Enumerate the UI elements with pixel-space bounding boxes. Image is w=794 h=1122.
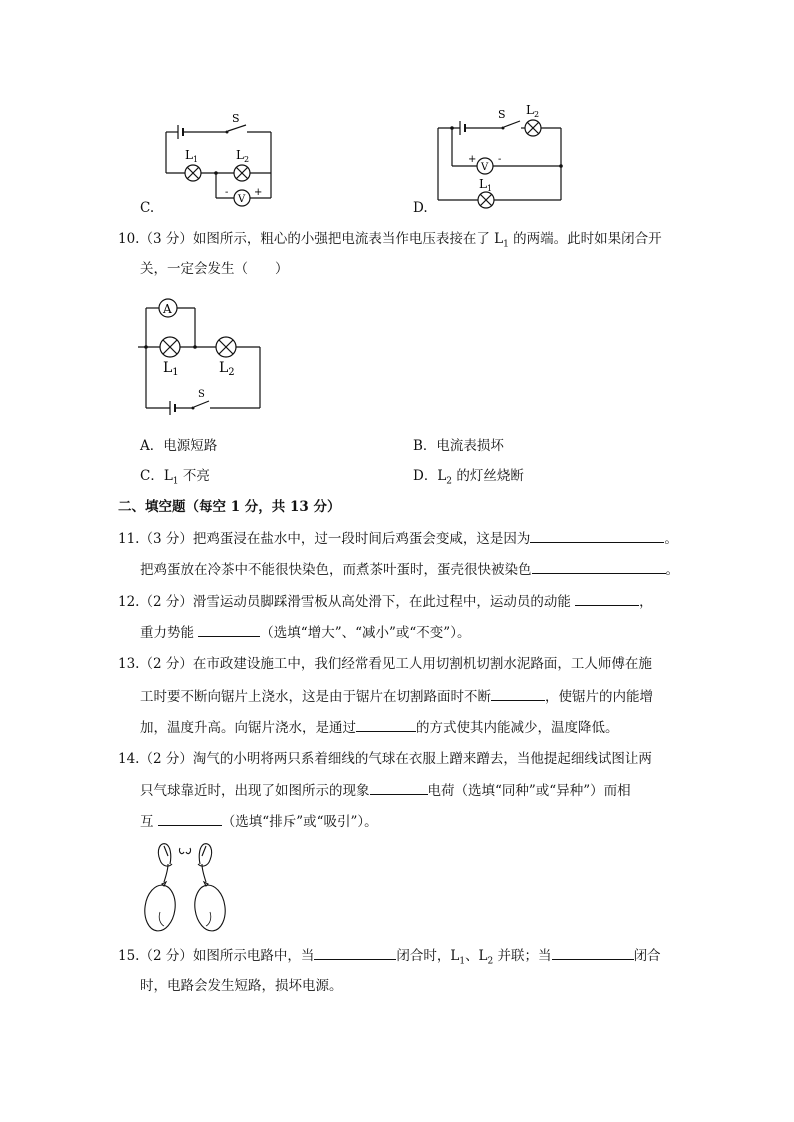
q10-option-b[interactable]: B．电流表损坏 [413,438,504,454]
switch-label: S [232,112,240,125]
balloons-illustration [138,838,238,934]
q15-blank-2[interactable] [552,945,634,960]
q11-blank-1[interactable] [530,528,664,543]
circuit-diagram-c [150,110,280,215]
option-d-label: D. [413,200,428,216]
q10-option-a[interactable]: A．电源短路 [140,438,218,454]
voltmeter-label: V [238,194,246,205]
q14-blank-1[interactable] [370,780,428,795]
circuit-diagram-q10 [138,294,268,414]
q10-option-d[interactable]: D．$L_2$ 的灯丝烧断 [413,468,524,487]
lamp-l2-label: $L_2$ [236,148,250,164]
switch-label: S [498,108,506,121]
q15-blank-1[interactable] [314,945,396,960]
q13-blank-2[interactable] [356,717,416,732]
question-12-line-1: 12.（2 分）滑雪运动员脚踩滑雪板从高处滑下，在此过程中，运动员的动能 ， [118,591,653,612]
minus-terminal: - [498,154,502,165]
switch-label: S [198,389,205,400]
lamp-l2-label: $L_2$ [219,360,235,378]
ammeter-label: A [163,302,172,316]
question-12-line-2: 重力势能 （选填“增大”、“减小”或“不变”）。 [140,622,470,643]
plus-terminal: + [254,187,263,198]
question-15-line-1: 15.（2 分）如图所示电路中，当 闭合时，$L_1$、$L_2$ 并联；当 闭合 [118,945,661,972]
lamp-l1-label: $L_1$ [163,360,179,378]
lamp-l1-label: $L_1$ [479,177,493,193]
q12-blank-2[interactable] [198,622,260,637]
lamp-l1-label: $L_1$ [185,148,199,164]
plus-terminal: + [468,154,477,165]
question-14-line-3: 互 （选填“排斥”或“吸引”）。 [140,811,378,832]
question-14-line-2: 只气球靠近时，出现了如图所示的现象 电荷（选填“同种”或“异种”）而相 [140,780,631,801]
option-c-label: C. [140,200,155,216]
q14-blank-2[interactable] [158,811,222,826]
section-2-title: 二、填空题（每空 1 分，共 13 分） [118,499,341,515]
q10-option-c[interactable]: C．$L_1$ 不亮 [140,468,210,487]
question-13-line-1: 13.（2 分）在市政建设施工中，我们经常看见工人用切割机切割水泥路面，工人师傅在施 [118,656,652,672]
question-15-line-2: 时，电路会发生短路，损坏电源。 [140,978,343,994]
circuit-diagram-d [430,100,570,210]
question-10-line-2: 关，一定会发生（ ） [140,261,289,277]
question-13-line-2: 工时要不断向锯片上浇水，这是由于锯片在切割路面时不断 ，使锯片的内能增 [140,686,653,707]
q13-blank-1[interactable] [491,686,545,701]
q11-blank-2[interactable] [532,559,666,574]
minus-terminal: - [225,187,229,198]
question-11-line-1: 11.（3 分）把鸡蛋浸在盐水中，过一段时间后鸡蛋会变咸，这是因为 。 [118,528,678,549]
voltmeter-label: V [481,162,489,173]
lamp-l2-label: $L_2$ [526,103,540,119]
question-13-line-3: 加，温度升高。向锯片浇水，是通过 的方式使其内能减少，温度降低。 [140,717,619,738]
q12-blank-1[interactable] [575,591,639,606]
question-14-line-1: 14.（2 分）淘气的小明将两只系着细线的气球在衣服上蹭来蹭去，当他提起细线试图让两 [118,751,652,767]
question-11-line-2: 把鸡蛋放在冷茶中不能很快染色，而煮茶叶蛋时，蛋壳很快被染色 。 [140,559,679,580]
question-10-line-1: 10.（3 分）如图所示，粗心的小强把电流表当作电压表接在了 $L_1$ 的两端。此时如果闭合开 [118,231,662,250]
